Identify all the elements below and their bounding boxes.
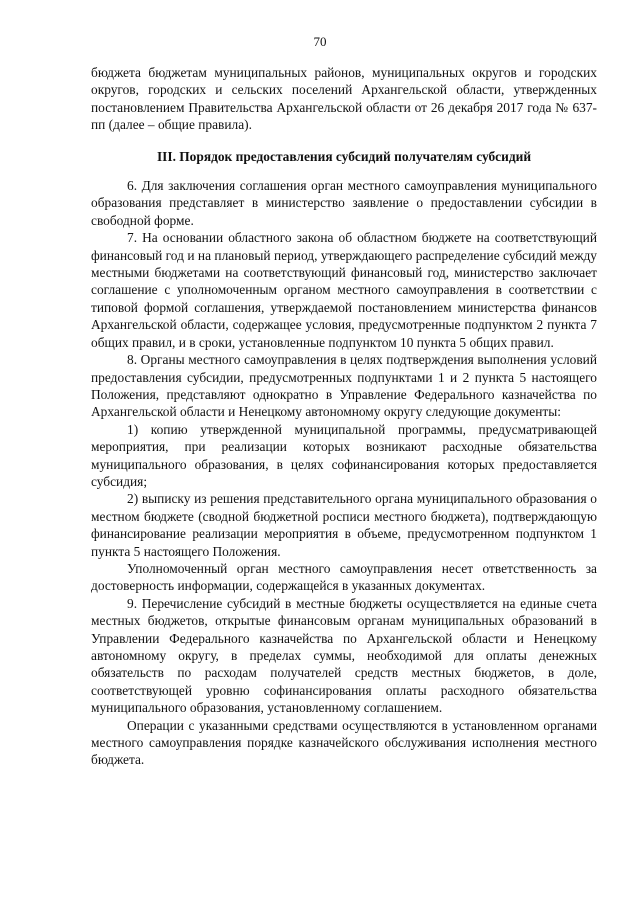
document-body <box>91 64 597 769</box>
paragraph-operations: Операции с указанными средствами осуществляются в установленном органами местного самоуправления порядке казначейского обслуживания исполнения местного бюджета. <box>91 717 597 768</box>
paragraph-item-7: 7. На основании областного закона об областном бюджете на соответствующий финансовый год и на плановый период, утверждающего распределение субсидий между местными бюджетами на соответствующий финансовый год, министерство заключает соглашение с уполномоченным органом местного самоуправления в соответствии с типовой формой соглашения, утверждаемой постановлением министерства финансов Архангельской области, содержащее условия, предусмотренные подпунктом 2 пункта 7 общих правил, и в сроки, установленные подпунктом 10 пункта 5 общих правил. <box>91 230 597 350</box>
paragraph-item-6: 6. Для заключения соглашения орган местного самоуправления муниципального образования представляет в министерство заявление о предоставлении субсидии в свободной форме. <box>91 178 597 228</box>
paragraph-subitem-2: 2) выписку из решения представительного органа муниципального образования о местном бюджете (сводной бюджетной росписи местного бюджета), подтверждающую финансирование реализации мероприятия в объеме, предусмотренном подпунктом 1 пункта 5 настоящего Положения. <box>91 491 597 559</box>
section-heading: III. Порядок предоставления субсидий получателям субсидий <box>156 148 532 164</box>
paragraph-subitem-1: 1) копию утвержденной муниципальной программы, предусматривающей мероприятия, при реализации которых возникают расходные обязательства муниципального образования, в целях софинансирования которых предоставляется субсидия; <box>91 421 597 489</box>
intro-paragraph: бюджета бюджетам муниципальных районов, муниципальных округов и городских округов, городских и сельских поселений Архангельской области, утвержденных постановлением Правительства Архангельской области от 26 декабря 2017 года № 637-пп (далее – общие правила). <box>91 65 597 133</box>
paragraph-item-8: 8. Органы местного самоуправления в целях подтверждения выполнения условий предоставления субсидии, предусмотренных подпунктами 1 и 2 пункта 5 настоящего Положения, представляют однократно в Управление Федерального казначейства по Архангельской области и Ненецкому автономному округу следующие документы: <box>91 352 597 420</box>
page-number: 70 <box>313 34 327 49</box>
paragraph-responsibility: Уполномоченный орган местного самоуправления несет ответственность за достоверность информации, содержащейся в указанных документах. <box>91 560 597 594</box>
paragraph-item-9: 9. Перечисление субсидий в местные бюджеты осуществляется на единые счета местных бюджетов, открытые финансовым органам муниципальных образований в Управлении Федерального казначейства по Архангельской области и Ненецкому автономному округу, в пределах суммы, необходимой для оплаты денежных обязательств по расходам получателей средств местных бюджетов, в доле, соответствующей уровню софинансирования оплаты расходного обязательства муниципального образования, установленному соглашением. <box>91 595 597 716</box>
